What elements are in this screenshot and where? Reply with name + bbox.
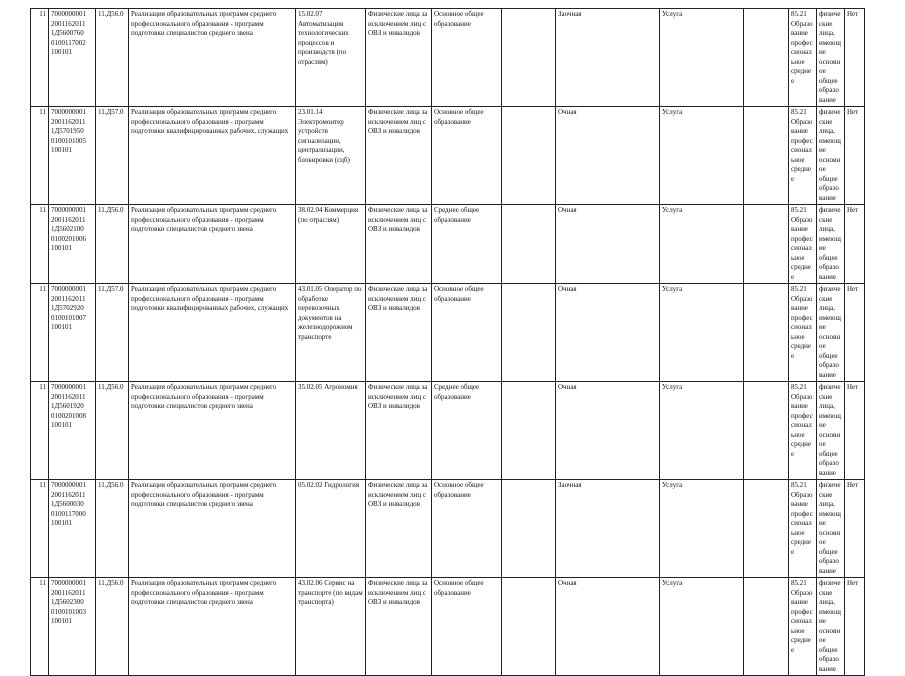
cell-form <box>556 382 660 480</box>
registry-code-part: 100101 <box>51 48 72 56</box>
cell-okved-text: 85.21 Образование профессиональное среднее <box>791 206 813 281</box>
cell-specialty <box>296 578 366 676</box>
cell-empty <box>744 107 789 205</box>
cell-category-text: Физические лица за исключением лиц с ОВЗ и инвалидов <box>368 285 428 312</box>
registry-code-part: 2001162011 <box>51 19 86 28</box>
cell-program-text: Реализация образовательных программ среднего профессионального образования - программ подготовки квалифицированных рабочих, служащих <box>131 285 289 312</box>
cell-okved-text: 85.21 Образование профессиональное среднее <box>791 108 813 183</box>
cell-num-text: 11 <box>39 108 46 116</box>
cell-num <box>31 480 49 578</box>
cell-base-education-text: Среднее общее образование <box>434 206 480 224</box>
table-row <box>31 382 865 480</box>
registry-code-part: 1Д5702920 <box>51 304 84 312</box>
cell-category-text: Физические лица за исключением лиц с ОВЗ и инвалидов <box>368 206 428 233</box>
cell-program-text: Реализация образовательных программ среднего профессионального образования - программ подготовки специалистов среднего звена <box>131 10 277 37</box>
cell-okved <box>789 382 817 480</box>
registry-code-part: 1Д5600760 <box>51 29 84 37</box>
cell-recipient <box>817 284 845 382</box>
cell-program-text: Реализация образовательных программ среднего профессионального образования - программ подготовки специалистов среднего звена <box>131 206 277 233</box>
registry-code-part: 1Д5600030 <box>51 500 84 508</box>
cell-base-education <box>432 205 502 284</box>
cell-category-text: Физические лица за исключением лиц с ОВЗ и инвалидов <box>368 579 428 606</box>
cell-specialty <box>296 480 366 578</box>
cell-empty <box>744 578 789 676</box>
cell-base-education <box>432 382 502 480</box>
cell-program <box>129 107 296 205</box>
cell-empty <box>502 578 556 676</box>
cell-flag-1 <box>845 9 865 107</box>
registry-code-part: 7000000001 <box>51 481 86 489</box>
cell-base-education-text: Основное общее образование <box>434 579 484 597</box>
cell-program <box>129 382 296 480</box>
cell-empty <box>744 382 789 480</box>
registry-code-part: 7000000001 <box>51 285 86 293</box>
registry-code-part: 100101 <box>51 617 72 625</box>
cell-program <box>129 205 296 284</box>
cell-specialty-text: 43.01.05 Оператор по обработке перевозочных документов на железнодорожном транспорте <box>298 285 362 341</box>
cell-registry-code <box>49 578 96 676</box>
cell-recipient-text: физические лица, имеющие основное общее образование <box>819 10 841 104</box>
cell-edu-code-text: 11.Д56.0 <box>98 10 124 18</box>
cell-flag-1-text: Нет <box>847 108 859 116</box>
cell-base-education-text: Среднее общее образование <box>434 383 480 401</box>
cell-specialty <box>296 205 366 284</box>
cell-flag-1-text: Нет <box>847 383 859 391</box>
cell-specialty-text: 23.01.14 Электромонтер устройств сигнализации, централизации, блокировки (сцб) <box>298 108 350 164</box>
cell-empty <box>744 205 789 284</box>
cell-empty <box>502 107 556 205</box>
cell-category <box>366 107 432 205</box>
cell-category-text: Физические лица за исключением лиц с ОВЗ и инвалидов <box>368 383 428 410</box>
cell-empty <box>502 382 556 480</box>
cell-okved <box>789 107 817 205</box>
table-row <box>31 480 865 578</box>
cell-num-text: 11 <box>39 206 46 214</box>
cell-edu-code-text: 11.Д56.0 <box>98 206 124 214</box>
registry-code-part: 0100101007 <box>51 313 86 322</box>
cell-num <box>31 578 49 676</box>
cell-specialty <box>296 107 366 205</box>
cell-flag-1-text: Нет <box>847 10 859 18</box>
cell-flag-1-text: Нет <box>847 481 859 489</box>
cell-program <box>129 9 296 107</box>
cell-category <box>366 9 432 107</box>
registry-code-part: 100101 <box>51 146 72 154</box>
table-row <box>31 107 865 205</box>
cell-recipient <box>817 578 845 676</box>
cell-num <box>31 205 49 284</box>
cell-empty <box>744 9 789 107</box>
cell-base-education <box>432 9 502 107</box>
cell-num <box>31 382 49 480</box>
cell-form-text: Заочная <box>558 481 582 489</box>
registry-code-part: 0100101005 <box>51 136 86 145</box>
cell-okved <box>789 480 817 578</box>
cell-edu-code <box>96 9 129 107</box>
registry-code-part: 7000000001 <box>51 579 86 587</box>
cell-base-education-text: Основное общее образование <box>434 285 484 303</box>
cell-recipient-text: физические лица, имеющие основное общее образование <box>819 481 841 575</box>
cell-num-text: 11 <box>39 383 46 391</box>
cell-recipient-text: физические лица, имеющие основное общее образование <box>819 108 841 202</box>
cell-form-text: Очная <box>558 206 577 214</box>
cell-program-text: Реализация образовательных программ среднего профессионального образования - программ подготовки специалистов среднего звена <box>131 481 277 508</box>
cell-specialty <box>296 382 366 480</box>
registry-code-part: 2001162011 <box>51 490 86 499</box>
cell-edu-code-text: 11.Д56.0 <box>98 383 124 391</box>
cell-type-text: Услуга <box>662 579 683 587</box>
cell-specialty-text: 35.02.05 Агрономия <box>298 383 358 391</box>
cell-registry-code <box>49 382 96 480</box>
cell-okved <box>789 9 817 107</box>
registry-code-part: 2001162011 <box>51 392 86 401</box>
cell-type <box>660 382 744 480</box>
cell-recipient <box>817 480 845 578</box>
cell-edu-code-text: 11.Д57.0 <box>98 285 124 293</box>
cell-category <box>366 284 432 382</box>
cell-program <box>129 284 296 382</box>
cell-type <box>660 578 744 676</box>
cell-okved-text: 85.21 Образование профессиональное среднее <box>791 285 813 360</box>
cell-type <box>660 284 744 382</box>
cell-category <box>366 480 432 578</box>
cell-base-education <box>432 284 502 382</box>
cell-edu-code <box>96 205 129 284</box>
cell-program-text: Реализация образовательных программ среднего профессионального образования - программ подготовки специалистов среднего звена <box>131 383 277 410</box>
cell-registry-code <box>49 9 96 107</box>
cell-form-text: Заочная <box>558 10 582 18</box>
cell-recipient-text: физические лица, имеющие общее образование <box>819 206 841 281</box>
cell-type <box>660 205 744 284</box>
cell-registry-code <box>49 107 96 205</box>
cell-okved <box>789 205 817 284</box>
cell-type-text: Услуга <box>662 481 683 489</box>
registry-code-part: 0100117000 <box>51 509 86 518</box>
cell-specialty <box>296 9 366 107</box>
cell-specialty-text: 43.02.06 Сервис на транспорте (по видам транспорта) <box>298 579 363 606</box>
cell-empty <box>502 480 556 578</box>
cell-program <box>129 480 296 578</box>
cell-base-education-text: Основное общее образование <box>434 481 484 499</box>
registry-code-part: 100101 <box>51 244 72 252</box>
cell-category-text: Физические лица за исключением лиц с ОВЗ и инвалидов <box>368 10 428 37</box>
cell-form <box>556 284 660 382</box>
cell-num-text: 11 <box>39 285 46 293</box>
cell-type-text: Услуга <box>662 10 683 18</box>
cell-edu-code <box>96 284 129 382</box>
registry-code-part: 7000000001 <box>51 10 86 18</box>
cell-edu-code <box>96 107 129 205</box>
cell-flag-1 <box>845 578 865 676</box>
cell-flag-1-text: Нет <box>847 579 859 587</box>
cell-flag-1 <box>845 284 865 382</box>
cell-empty <box>502 9 556 107</box>
cell-okved <box>789 284 817 382</box>
cell-edu-code-text: 11.Д56.0 <box>98 579 124 587</box>
cell-num-text: 11 <box>39 10 46 18</box>
registry-table <box>30 8 865 676</box>
cell-form <box>556 578 660 676</box>
cell-okved <box>789 578 817 676</box>
cell-program <box>129 578 296 676</box>
cell-category-text: Физические лица за исключением лиц с ОВЗ и инвалидов <box>368 108 428 135</box>
cell-form <box>556 9 660 107</box>
cell-specialty-text: 38.02.04 Коммерция (по отраслям) <box>298 206 359 224</box>
cell-empty <box>502 205 556 284</box>
registry-code-part: 0100117002 <box>51 38 86 47</box>
registry-code-part: 1Д5601920 <box>51 402 84 410</box>
cell-recipient-text: физические лица, имеющие основное общее образование <box>819 285 841 379</box>
cell-program-text: Реализация образовательных программ среднего профессионального образования - программ подготовки специалистов среднего звена <box>131 579 277 606</box>
cell-program-text: Реализация образовательных программ среднего профессионального образования - программ подготовки квалифицированных рабочих, служащих <box>131 108 289 135</box>
cell-num <box>31 9 49 107</box>
cell-flag-1-text: Нет <box>847 206 859 214</box>
cell-registry-code <box>49 205 96 284</box>
cell-num <box>31 284 49 382</box>
cell-category <box>366 382 432 480</box>
cell-specialty <box>296 284 366 382</box>
cell-flag-1 <box>845 205 865 284</box>
cell-okved-text: 85.21 Образование профессиональное среднее <box>791 481 813 556</box>
registry-code-part: 0100101003 <box>51 607 86 616</box>
cell-type-text: Услуга <box>662 108 683 116</box>
cell-num-text: 11 <box>39 481 46 489</box>
cell-category <box>366 205 432 284</box>
table-row <box>31 9 865 107</box>
cell-type-text: Услуга <box>662 285 683 293</box>
cell-form <box>556 107 660 205</box>
cell-recipient <box>817 107 845 205</box>
registry-code-part: 0100201006 <box>51 234 86 243</box>
cell-form-text: Очная <box>558 579 577 587</box>
cell-flag-1 <box>845 480 865 578</box>
document-sheet <box>30 8 865 676</box>
cell-registry-code <box>49 480 96 578</box>
cell-form-text: Очная <box>558 108 577 116</box>
registry-code-part: 1Д5701950 <box>51 127 84 135</box>
cell-recipient-text: физические лица, имеющие основное общее образование <box>819 383 841 477</box>
cell-recipient <box>817 205 845 284</box>
cell-recipient <box>817 9 845 107</box>
registry-code-part: 100101 <box>51 323 72 331</box>
cell-edu-code <box>96 382 129 480</box>
cell-flag-1 <box>845 382 865 480</box>
cell-specialty-text: 15.02.07 Автоматизация технологических процессов и производств (по отраслям) <box>298 10 349 66</box>
registry-code-part: 7000000001 <box>51 206 86 214</box>
cell-empty <box>744 284 789 382</box>
cell-form-text: Очная <box>558 383 577 391</box>
cell-num <box>31 107 49 205</box>
registry-code-part: 2001162011 <box>51 294 86 303</box>
registry-code-part: 7000000001 <box>51 108 86 116</box>
cell-base-education <box>432 107 502 205</box>
cell-specialty-text: 05.02.02 Гидрология <box>298 481 360 489</box>
registry-code-part: 100101 <box>51 519 72 527</box>
cell-form <box>556 205 660 284</box>
registry-code-part: 2001162011 <box>51 215 86 224</box>
cell-category-text: Физические лица за исключением лиц с ОВЗ и инвалидов <box>368 481 428 508</box>
cell-type-text: Услуга <box>662 206 683 214</box>
cell-edu-code <box>96 578 129 676</box>
registry-code-part: 100101 <box>51 421 72 429</box>
cell-type <box>660 480 744 578</box>
table-row <box>31 578 865 676</box>
cell-empty <box>744 480 789 578</box>
cell-edu-code-text: 11.Д56.0 <box>98 481 124 489</box>
cell-form-text: Очная <box>558 285 577 293</box>
cell-registry-code <box>49 284 96 382</box>
cell-form <box>556 480 660 578</box>
cell-type <box>660 9 744 107</box>
registry-code-part: 2001162011 <box>51 588 86 597</box>
cell-okved-text: 85.21 Образование профессиональное среднее <box>791 10 813 85</box>
registry-code-part: 1Д5602100 <box>51 225 84 233</box>
cell-category <box>366 578 432 676</box>
registry-code-part: 1Д5602300 <box>51 598 84 606</box>
cell-okved-text: 85.21 Образование профессиональное среднее <box>791 383 813 458</box>
cell-type <box>660 107 744 205</box>
cell-recipient-text: физические лица, имеющие основное общее образование <box>819 579 841 673</box>
cell-recipient <box>817 382 845 480</box>
cell-num-text: 11 <box>39 579 46 587</box>
cell-okved-text: 85.21 Образование профессиональное среднее <box>791 579 813 654</box>
cell-base-education-text: Основное общее образование <box>434 108 484 126</box>
cell-empty <box>502 284 556 382</box>
cell-base-education <box>432 480 502 578</box>
registry-code-part: 2001162011 <box>51 117 86 126</box>
cell-base-education-text: Основное общее образование <box>434 10 484 28</box>
cell-type-text: Услуга <box>662 383 683 391</box>
table-row <box>31 205 865 284</box>
registry-code-part: 0100201008 <box>51 411 86 420</box>
cell-flag-1 <box>845 107 865 205</box>
cell-edu-code <box>96 480 129 578</box>
registry-code-part: 7000000001 <box>51 383 86 391</box>
table-row <box>31 284 865 382</box>
cell-edu-code-text: 11.Д57.0 <box>98 108 124 116</box>
cell-flag-1-text: Нет <box>847 285 859 293</box>
cell-base-education <box>432 578 502 676</box>
